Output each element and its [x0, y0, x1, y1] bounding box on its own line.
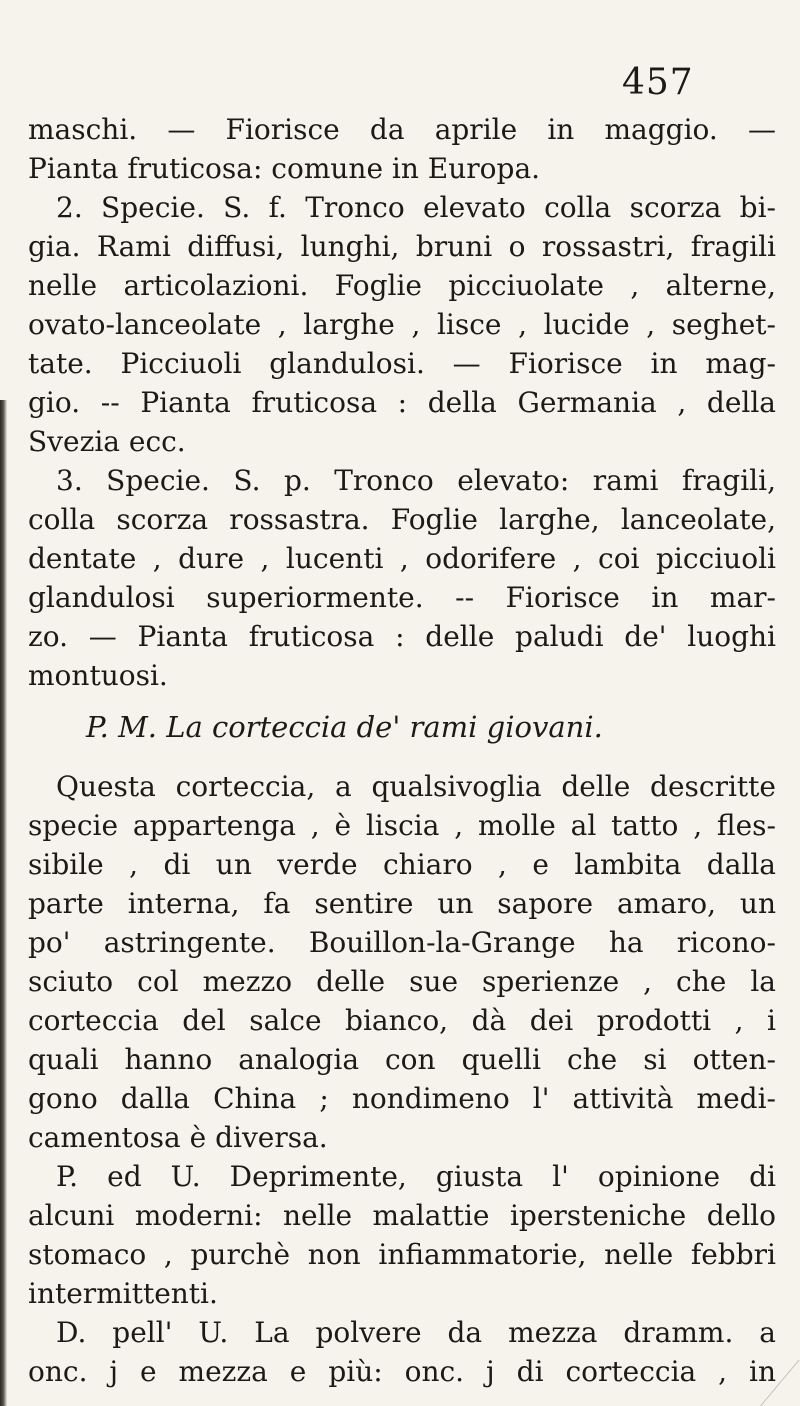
body-text [28, 110, 776, 1391]
text-line: dentate , dure , lucenti , odorifere , coi picciuoli [28, 542, 776, 575]
text-line: Pianta fruticosa: comune in Europa. [28, 152, 541, 185]
text-line: onc. j e mezza e più: onc. j di corteccia , in [28, 1355, 776, 1388]
page-number: 457 [622, 62, 694, 103]
text-line: po' astringente. Bouillon-la-Grange ha ricono- [28, 926, 776, 959]
text-line: 3. Specie. S. p. Tronco elevato: rami fragili, [56, 464, 776, 497]
text-line: maschi. — Fiorisce da aprile in maggio. — [28, 113, 776, 146]
text-line: P. ed U. Deprimente, giusta l' opinione di [56, 1160, 776, 1193]
text-line: D. pell' U. La polvere da mezza dramm. a [56, 1316, 776, 1349]
text-line: gio. -- Pianta fruticosa : della Germania , della [28, 386, 776, 419]
text-line: Svezia ecc. [28, 425, 186, 458]
section-heading: P. M. La corteccia de' rami giovani. [86, 710, 603, 744]
text-line: zo. — Pianta fruticosa : delle paludi de' luoghi [28, 620, 776, 653]
text-line: montuosi. [28, 659, 168, 692]
text-line: gono dalla China ; nondimeno l' attività medi- [28, 1082, 776, 1115]
text-line: colla scorza rossastra. Foglie larghe, lanceolate, [28, 503, 776, 536]
text-line: quali hanno analogia con quelli che si otten- [28, 1043, 776, 1076]
text-line: corteccia del salce bianco, dà dei prodotti , i [28, 1004, 776, 1037]
page-binding-edge [0, 400, 7, 1406]
text-line: glandulosi superiormente. -- Fiorisce in mar- [28, 581, 776, 614]
text-line: 2. Specie. S. f. Tronco elevato colla scorza bi- [56, 191, 776, 224]
text-line: sciuto col mezzo delle sue sperienze , che la [28, 965, 776, 998]
text-line: camentosa è diversa. [28, 1121, 328, 1154]
text-line: alcuni moderni: nelle malattie ipersteniche dello [28, 1199, 776, 1232]
text-line: gia. Rami diffusi, lunghi, bruni o rossastri, fragili [28, 230, 776, 263]
text-line: Questa corteccia, a qualsivoglia delle descritte [56, 770, 776, 803]
text-line: intermittenti. [28, 1277, 218, 1310]
text-line: stomaco , purchè non infiammatorie, nelle febbri [28, 1238, 776, 1271]
text-line: nelle articolazioni. Foglie picciuolate , alterne, [28, 269, 776, 302]
text-line: sibile , di un verde chiaro , e lambita dalla [28, 848, 776, 881]
text-line: specie appartenga , è liscia , molle al tatto , fles- [28, 809, 776, 842]
text-line: parte interna, fa sentire un sapore amaro, un [28, 887, 776, 920]
text-line: ovato-lanceolate , larghe , lisce , lucide , seghet- [28, 308, 776, 341]
text-line: tate. Picciuoli glandulosi. — Fiorisce in mag- [28, 347, 776, 380]
